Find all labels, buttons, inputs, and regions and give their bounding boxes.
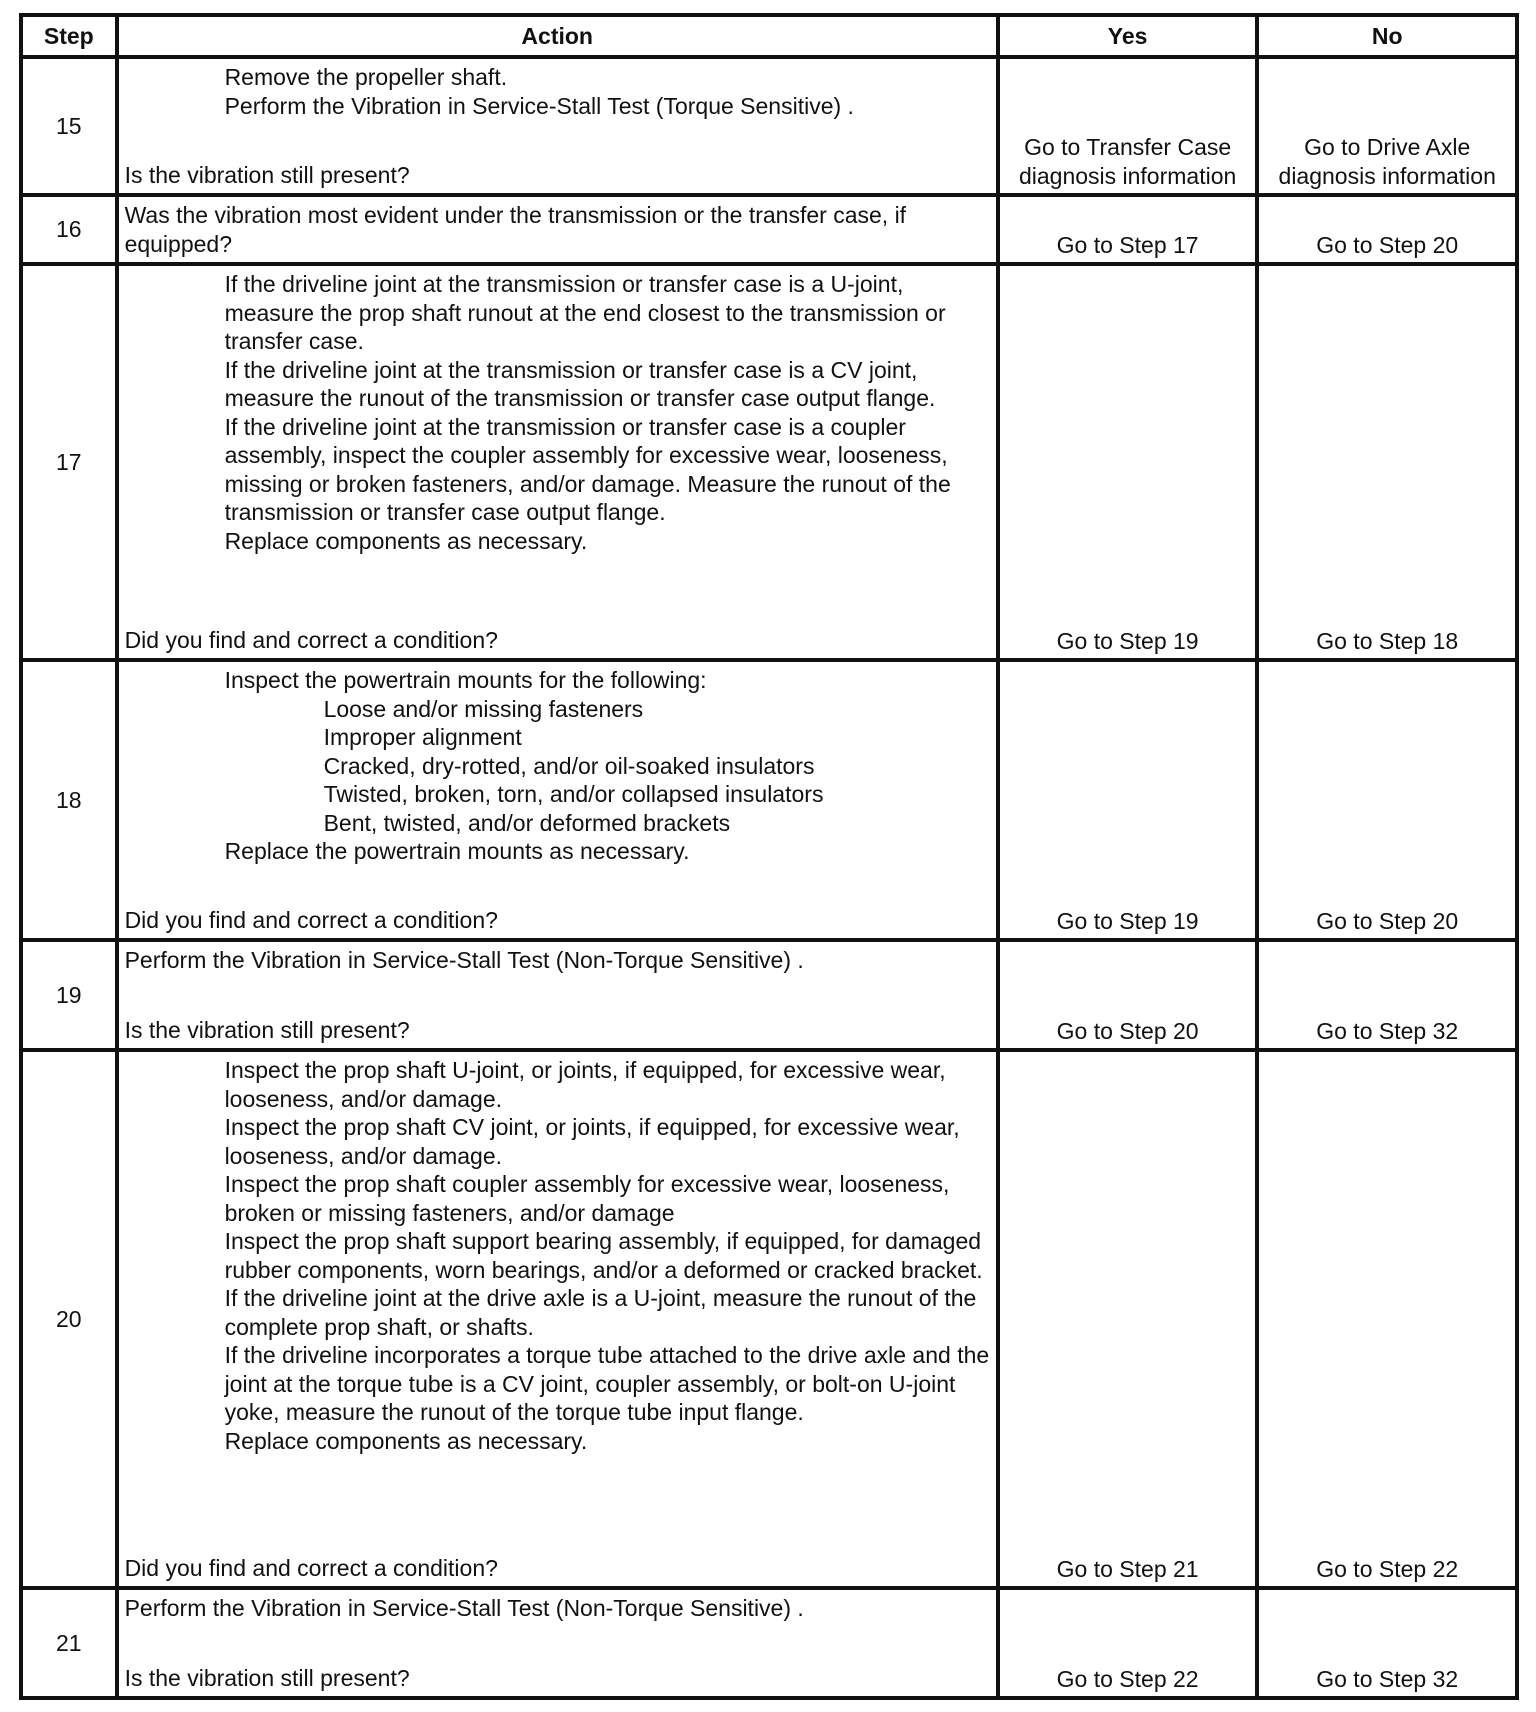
table-row	[21, 1588, 1517, 1698]
instruction-line: Inspect the prop shaft CV joint, or joints, if equipped, for excessive wear, looseness, and/or damage.	[224, 1114, 960, 1169]
instruction-line: If the driveline joint at the transmission or transfer case is a U-joint, measure the prop shaft runout at the end closest to the transmission or transfer case.	[224, 271, 946, 354]
yes-cell: Go to Step 17	[998, 195, 1258, 264]
table-row	[21, 660, 1517, 940]
yes-cell: Go to Step 19	[998, 264, 1258, 660]
no-cell: Go to Step 20	[1257, 660, 1517, 940]
instructions	[125, 63, 990, 120]
step-number: 19	[21, 940, 117, 1050]
table-row	[21, 195, 1517, 264]
instruction-line: Inspect the prop shaft coupler assembly for excessive wear, looseness, broken or missing fasteners, and/or damage	[224, 1171, 950, 1226]
checklist-item: Loose and/or missing fasteners	[323, 695, 644, 722]
question-text: Did you find and correct a condition?	[124, 1554, 498, 1581]
table-row	[21, 57, 1517, 195]
instructions	[125, 666, 990, 866]
instruction-line: If the driveline joint at the transmission or transfer case is a CV joint, measure the runout of the transmission or transfer case output flange.	[224, 356, 936, 411]
table-row	[21, 1050, 1517, 1588]
action-cell	[117, 660, 998, 940]
step-number: 17	[21, 264, 117, 660]
instruction-line: Inspect the prop shaft support bearing assembly, if equipped, for damaged rubber components, worn bearings, and/or a deformed or cracked bracket.	[224, 1228, 983, 1283]
instruction-line: If the driveline joint at the drive axle is a U-joint, measure the runout of the complete prop shaft, or shafts.	[224, 1285, 977, 1340]
no-cell: Go to Step 32	[1257, 940, 1517, 1050]
action-cell	[117, 264, 998, 660]
no-cell: Go to Step 32	[1257, 1588, 1517, 1698]
yes-cell: Go to Step 22	[998, 1588, 1258, 1698]
step-number: 20	[21, 1050, 117, 1588]
header-row	[21, 15, 1517, 57]
no-cell: Go to Step 20	[1257, 195, 1517, 264]
checklist-item: Cracked, dry-rotted, and/or oil-soaked insulators	[323, 752, 815, 779]
step-number: 18	[21, 660, 117, 940]
instruction-line: Remove the propeller shaft.	[224, 64, 508, 90]
instructions	[125, 1056, 990, 1455]
header-yes: Yes	[998, 15, 1258, 57]
step-number: 15	[21, 57, 117, 195]
table-row	[21, 940, 1517, 1050]
instruction-line: Inspect the prop shaft U-joint, or joints, if equipped, for excessive wear, looseness, and/or damage.	[224, 1057, 946, 1112]
yes-cell: Go to Step 19	[998, 660, 1258, 940]
table-row	[21, 264, 1517, 660]
diagnostic-table	[19, 13, 1519, 1700]
instruction-line: If the driveline incorporates a torque tube attached to the drive axle and the joint at the torque tube is a CV joint, coupler assembly, or bolt-on U-joint yoke, measure the runout of the torque tube input flange.	[224, 1342, 990, 1425]
question-text: Is the vibration still present?	[124, 1664, 410, 1691]
yes-cell: Go to Transfer Case diagnosis information	[998, 57, 1258, 195]
header-step: Step	[21, 15, 117, 57]
action-cell	[117, 57, 998, 195]
checklist-item: Twisted, broken, torn, and/or collapsed insulators	[323, 781, 824, 807]
instruction-line: Replace the powertrain mounts as necessary.	[224, 838, 690, 864]
question-text: Is the vibration still present?	[124, 1016, 410, 1043]
action-cell	[117, 195, 998, 264]
instruction-line: Perform the Vibration in Service-Stall Test (Torque Sensitive) .	[224, 92, 854, 119]
header-action: Action	[117, 15, 998, 57]
no-cell: Go to Step 22	[1257, 1050, 1517, 1588]
question-text: Is the vibration still present?	[124, 161, 410, 188]
action-cell	[117, 1050, 998, 1588]
question-text: Was the vibration most evident under the transmission or the transfer case, if equipped?	[124, 202, 907, 257]
yes-cell: Go to Step 21	[998, 1050, 1258, 1588]
question-text: Did you find and correct a condition?	[124, 626, 498, 653]
intro-text: Perform the Vibration in Service-Stall Test (Non-Torque Sensitive) .	[124, 1595, 804, 1621]
instruction-line: Replace components as necessary.	[224, 1427, 588, 1454]
yes-cell: Go to Step 20	[998, 940, 1258, 1050]
table-body	[21, 57, 1517, 1698]
table-header	[21, 15, 1517, 57]
action-cell	[117, 1588, 998, 1698]
checklist-item: Improper alignment	[323, 724, 522, 750]
intro-text: Perform the Vibration in Service-Stall Test (Non-Torque Sensitive) .	[124, 947, 804, 973]
instruction-line: If the driveline joint at the transmission or transfer case is a coupler assembly, inspect the coupler assembly for excessive wear, looseness, missing or broken fasteners, and/or damage. Measure the runout of the transmission or transfer case output flange.	[224, 413, 951, 525]
action-cell	[117, 940, 998, 1050]
header-no: No	[1257, 15, 1517, 57]
question-text: Did you find and correct a condition?	[124, 906, 498, 933]
no-cell: Go to Drive Axle diagnosis information	[1257, 57, 1517, 195]
step-number: 21	[21, 1588, 117, 1698]
instructions	[125, 270, 990, 555]
no-cell: Go to Step 18	[1257, 264, 1517, 660]
checklist-item: Bent, twisted, and/or deformed brackets	[323, 809, 731, 836]
step-number: 16	[21, 195, 117, 264]
instruction-line: Replace components as necessary.	[224, 527, 588, 554]
instruction-line: Inspect the powertrain mounts for the following:	[224, 667, 707, 693]
